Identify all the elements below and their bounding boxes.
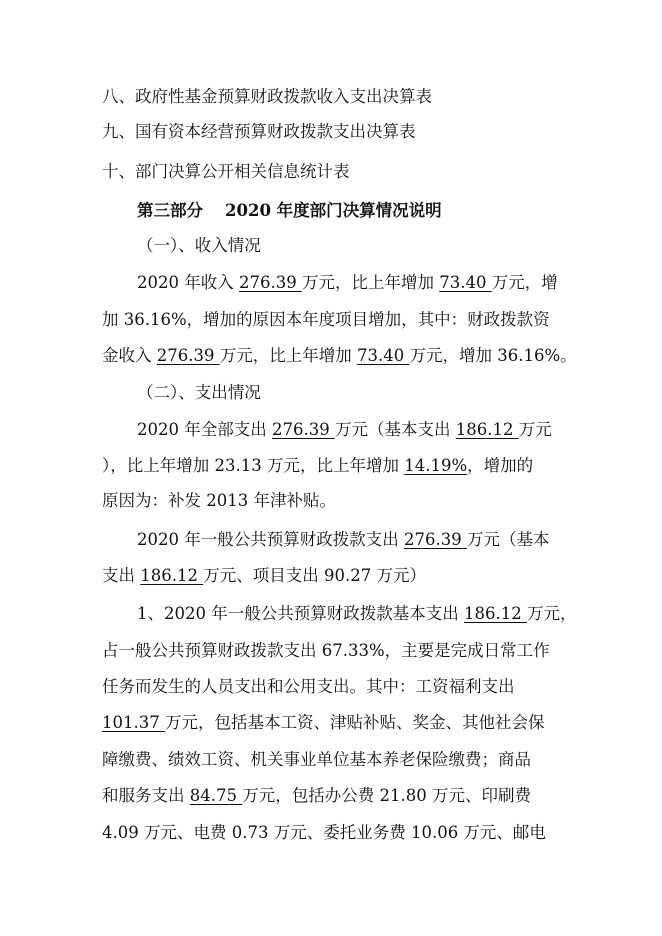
expense-paragraph-line	[102, 455, 572, 477]
text-run: 2020 年一般公共预算财政拨款支出	[137, 530, 404, 549]
fiscal-income-total: 276.39	[156, 346, 220, 365]
basic-detail-line	[102, 712, 572, 734]
income-increase: 73.40	[439, 273, 492, 292]
text-run: 1、2020 年一般公共预算财政拨款基本支出	[137, 604, 464, 623]
expense-total: 276.39	[271, 420, 335, 439]
expense-basic: 186.12	[455, 420, 519, 439]
general-expense-total: 276.39	[403, 530, 467, 549]
section-title: 2020 年度部门决算情况说明	[225, 201, 442, 220]
text-run: 2020 年收入	[137, 273, 239, 292]
basic-detail-line: 占一般公共预算财政拨款支出 67.33%，主要是完成日常工作	[102, 641, 550, 660]
salary-amount: 101.37	[102, 713, 165, 732]
income-heading: （一）、收入情况	[137, 236, 261, 255]
text-run: 金收入	[102, 346, 157, 365]
expense-paragraph-line	[137, 419, 607, 441]
section-part: 第三部分	[137, 201, 203, 220]
text-run: 万元（基本支出	[334, 420, 456, 439]
text-run: 万元、项目支出 90.27 万元）	[203, 566, 426, 585]
goods-services-amount: 84.75	[189, 786, 243, 805]
text-run: 万元，包括办公费 21.80 万元、印刷费	[242, 786, 531, 805]
list-item: 十、部门决算公开相关信息统计表	[102, 162, 350, 181]
text-run: 支出	[102, 566, 141, 585]
text-run: 万元，包括基本工资、津贴补贴、奖金、其他社会保	[164, 713, 545, 732]
text-run: 万元	[518, 420, 552, 439]
expense-heading: （二）、支出情况	[137, 383, 261, 402]
text-run: 万元，增	[491, 273, 558, 292]
text-run: 2020 年全部支出	[137, 420, 272, 439]
basic-detail-line	[102, 785, 572, 807]
general-expense-line	[102, 565, 572, 587]
section-heading	[137, 200, 607, 222]
list-item: 九、国有资本经营预算财政拨款支出决算表	[102, 122, 416, 141]
general-expense-line	[137, 529, 607, 551]
fiscal-income-increase: 73.40	[356, 346, 410, 365]
basic-detail-line	[137, 603, 607, 625]
text-run: 和服务支出	[102, 786, 190, 805]
text-run: 万元（基本	[466, 530, 550, 549]
text-run: 万元，增加 36.16%。	[409, 346, 577, 365]
income-paragraph-line: 加 36.16%，增加的原因本年度项目增加，其中：财政拨款资	[102, 310, 550, 329]
general-expense-basic: 186.12	[140, 566, 204, 585]
income-paragraph-line	[102, 345, 577, 367]
basic-detail-line: 4.09 万元、电费 0.73 万元、委托业务费 10.06 万元、邮电	[102, 823, 546, 842]
income-paragraph-line	[137, 272, 607, 294]
income-total: 276.39	[238, 273, 302, 292]
text-run: 万元，比上年增加	[301, 273, 440, 292]
text-run: 万元，	[526, 604, 577, 623]
basic-expense-amount: 186.12	[463, 604, 527, 623]
expense-growth-pct: 14.19%	[404, 456, 468, 475]
basic-detail-line: 障缴费、绩效工资、机关事业单位基本养老保险缴费；商品	[102, 750, 531, 769]
expense-paragraph-line: 原因为：补发 2013 年津补贴。	[102, 491, 336, 510]
text-run: ），比上年增加 23.13 万元，比上年增加	[102, 456, 405, 475]
text-run: 万元，比上年增加	[219, 346, 357, 365]
basic-detail-line: 任务而发生的人员支出和公用支出。其中：工资福利支出	[102, 677, 515, 696]
text-run: ，增加的	[467, 456, 534, 475]
list-item: 八、政府性基金预算财政拨款收入支出决算表	[102, 87, 432, 106]
